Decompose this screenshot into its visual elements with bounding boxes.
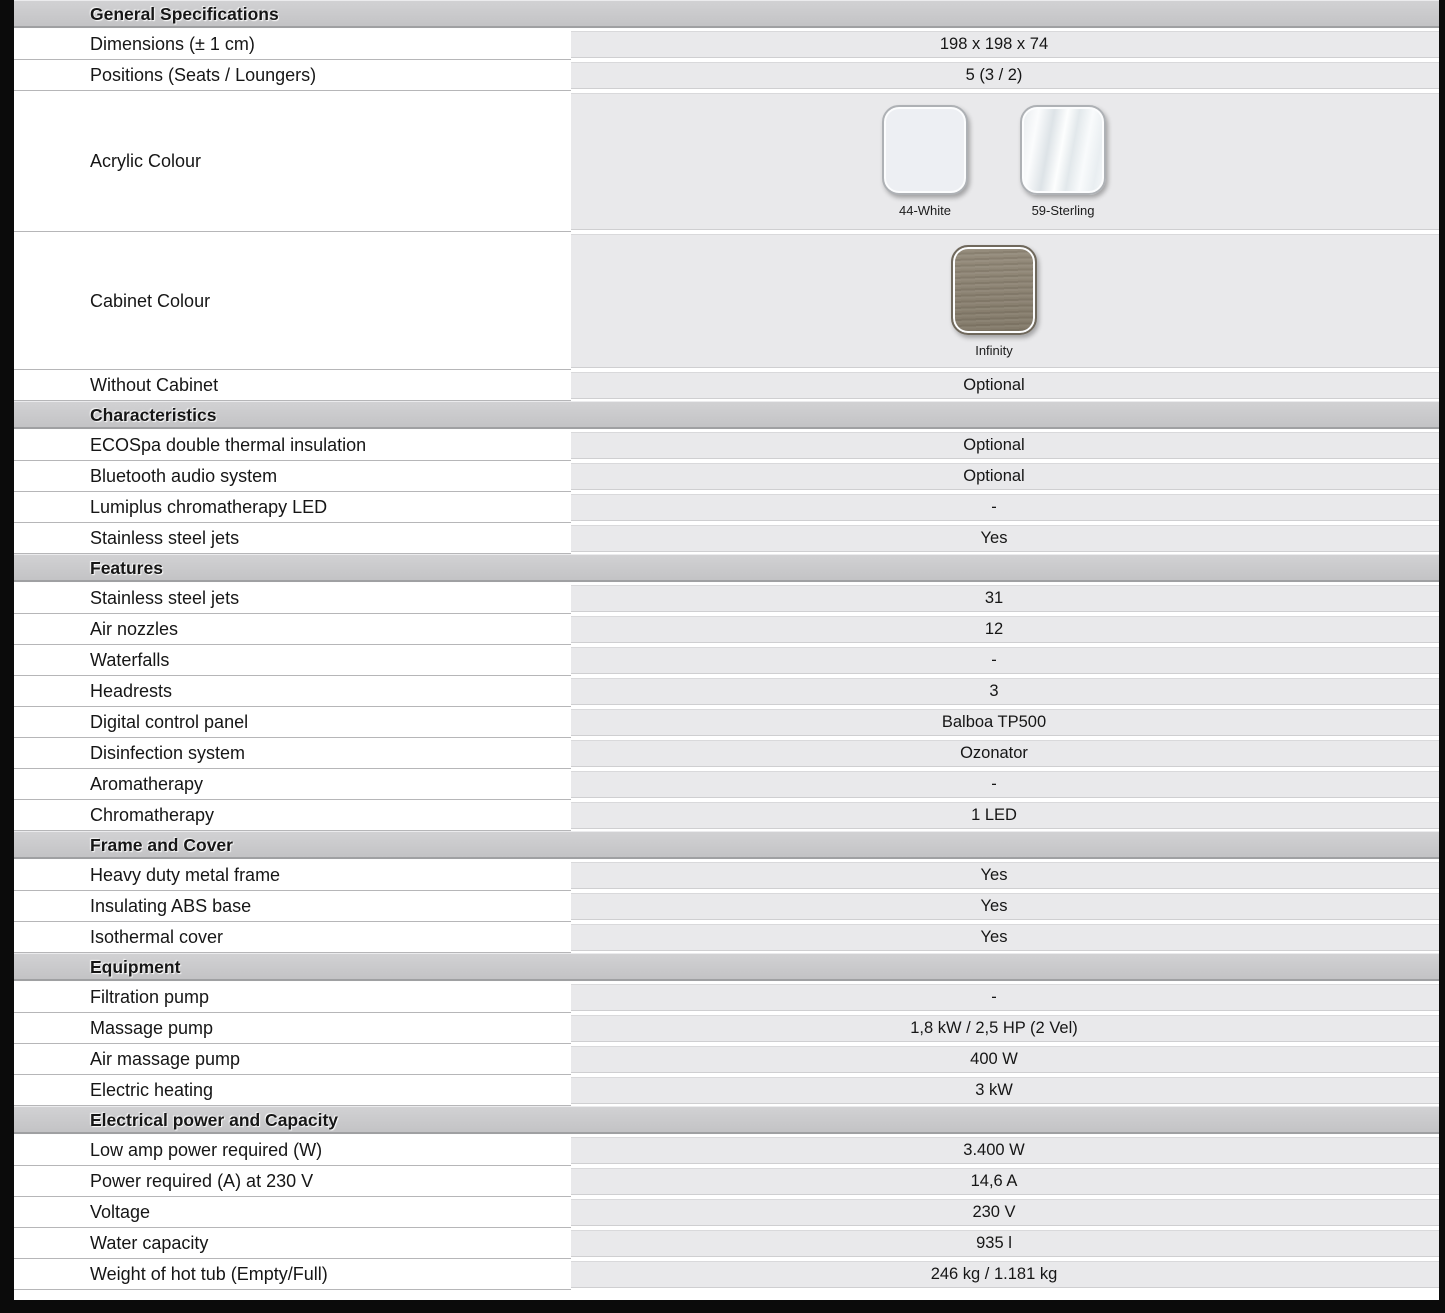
row-label: Cabinet Colour <box>14 232 571 370</box>
row-label: Waterfalls <box>14 645 571 676</box>
row-label: Dimensions (± 1 cm) <box>14 29 571 60</box>
table-row-aromatherapy <box>14 769 1439 800</box>
table-row-voltage <box>14 1197 1439 1228</box>
row-label: Filtration pump <box>14 982 571 1013</box>
row-value: 1 LED <box>571 802 1439 829</box>
row-label: Stainless steel jets <box>14 523 571 554</box>
row-value: 935 l <box>571 1230 1439 1257</box>
row-label: Massage pump <box>14 1013 571 1044</box>
table-row-stainless-jets-count <box>14 583 1439 614</box>
swatch-label: 44-White <box>898 203 952 218</box>
row-label: Stainless steel jets <box>14 583 571 614</box>
row-label: Positions (Seats / Loungers) <box>14 60 571 91</box>
table-row-without-cabinet <box>14 370 1439 401</box>
row-value: Yes <box>571 525 1439 552</box>
row-label: Voltage <box>14 1197 571 1228</box>
row-value: - <box>571 494 1439 521</box>
table-row-isothermal-cover <box>14 922 1439 953</box>
row-value: 31 <box>571 585 1439 612</box>
table-row-bluetooth-audio <box>14 461 1439 492</box>
table-row-air-nozzles <box>14 614 1439 645</box>
row-value: 14,6 A <box>571 1168 1439 1195</box>
table-row-abs-base <box>14 891 1439 922</box>
row-value: 400 W <box>571 1046 1439 1073</box>
cabinet-colour-swatches <box>571 234 1439 368</box>
row-label: Digital control panel <box>14 707 571 738</box>
row-label: Heavy duty metal frame <box>14 860 571 891</box>
row-value: 1,8 kW / 2,5 HP (2 Vel) <box>571 1015 1439 1042</box>
row-value: 3 kW <box>571 1077 1439 1104</box>
row-value: Balboa TP500 <box>571 709 1439 736</box>
table-row-chromatherapy <box>14 800 1439 831</box>
row-value: Ozonator <box>571 740 1439 767</box>
row-label: Weight of hot tub (Empty/Full) <box>14 1259 571 1290</box>
row-label: Air massage pump <box>14 1044 571 1075</box>
table-row-massage-pump <box>14 1013 1439 1044</box>
table-row-weight <box>14 1259 1439 1290</box>
row-value: 12 <box>571 616 1439 643</box>
row-value: 3 <box>571 678 1439 705</box>
swatch-59-sterling <box>1020 105 1106 218</box>
white-color-swatch <box>882 105 968 195</box>
table-row-low-amp-power <box>14 1135 1439 1166</box>
table-row-positions <box>14 60 1439 91</box>
row-label: Chromatherapy <box>14 800 571 831</box>
section-header-features: Features <box>14 554 1439 583</box>
row-value: Optional <box>571 463 1439 490</box>
swatch-label: Infinity <box>975 342 1013 358</box>
table-row-power-required <box>14 1166 1439 1197</box>
table-row-ecospa-insulation <box>14 430 1439 461</box>
row-value: Yes <box>571 893 1439 920</box>
row-value: 3.400 W <box>571 1137 1439 1164</box>
sterling-color-swatch <box>1020 105 1106 195</box>
table-row-electric-heating <box>14 1075 1439 1106</box>
row-label: Disinfection system <box>14 738 571 769</box>
row-value: 230 V <box>571 1199 1439 1226</box>
swatch-label: 59-Sterling <box>1031 203 1095 218</box>
row-label: Without Cabinet <box>14 370 571 401</box>
table-row-lumiplus-led <box>14 492 1439 523</box>
row-value: - <box>571 771 1439 798</box>
row-value: Optional <box>571 372 1439 399</box>
table-row-air-massage-pump <box>14 1044 1439 1075</box>
swatch-infinity <box>951 245 1037 358</box>
section-header-equipment: Equipment <box>14 953 1439 982</box>
table-row-waterfalls <box>14 645 1439 676</box>
row-value: Optional <box>571 432 1439 459</box>
row-label: Lumiplus chromatherapy LED <box>14 492 571 523</box>
row-value: 246 kg / 1.181 kg <box>571 1261 1439 1288</box>
infinity-color-swatch <box>951 245 1037 335</box>
table-row-metal-frame <box>14 860 1439 891</box>
row-label: Low amp power required (W) <box>14 1135 571 1166</box>
row-label: Aromatherapy <box>14 769 571 800</box>
table-row-acrylic-colour <box>14 91 1439 232</box>
table-row-stainless-jets-char <box>14 523 1439 554</box>
section-header-general-specifications: General Specifications <box>14 0 1439 29</box>
table-row-disinfection-system <box>14 738 1439 769</box>
row-label: Acrylic Colour <box>14 91 571 232</box>
row-label: Power required (A) at 230 V <box>14 1166 571 1197</box>
row-label: Electric heating <box>14 1075 571 1106</box>
row-label: Water capacity <box>14 1228 571 1259</box>
table-row-dimensions <box>14 29 1439 60</box>
row-label: Bluetooth audio system <box>14 461 571 492</box>
row-value: - <box>571 647 1439 674</box>
row-value: 5 (3 / 2) <box>571 62 1439 89</box>
table-row-filtration-pump <box>14 982 1439 1013</box>
row-value: 198 x 198 x 74 <box>571 31 1439 58</box>
row-value: Yes <box>571 924 1439 951</box>
acrylic-colour-swatches <box>571 93 1439 230</box>
section-header-characteristics: Characteristics <box>14 401 1439 430</box>
section-header-electrical-power: Electrical power and Capacity <box>14 1106 1439 1135</box>
table-row-water-capacity <box>14 1228 1439 1259</box>
row-label: ECOSpa double thermal insulation <box>14 430 571 461</box>
row-label: Insulating ABS base <box>14 891 571 922</box>
row-value: - <box>571 984 1439 1011</box>
table-row-cabinet-colour <box>14 232 1439 370</box>
swatch-44-white <box>882 105 968 218</box>
row-label: Air nozzles <box>14 614 571 645</box>
section-header-frame-and-cover: Frame and Cover <box>14 831 1439 860</box>
row-label: Headrests <box>14 676 571 707</box>
table-row-digital-control-panel <box>14 707 1439 738</box>
row-label: Isothermal cover <box>14 922 571 953</box>
row-value: Yes <box>571 862 1439 889</box>
spec-sheet <box>14 0 1439 1300</box>
table-row-headrests <box>14 676 1439 707</box>
